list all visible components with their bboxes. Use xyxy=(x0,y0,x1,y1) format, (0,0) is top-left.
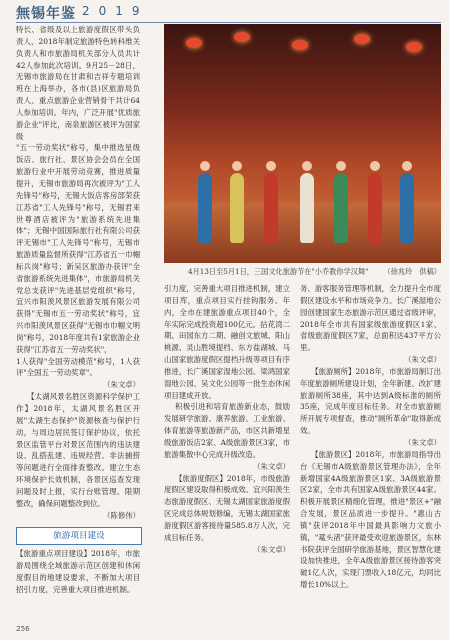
dancer-figure xyxy=(264,173,278,243)
lantern-icon xyxy=(406,42,422,52)
lantern-icon xyxy=(354,34,370,44)
lantern-icon xyxy=(292,40,308,50)
paragraph: 积极引进和培育旅游新业态，鼓励发展研学旅游、康养旅游、工业旅游、体育旅游等旅游新产品，市区共新增星级旅游饭店2家、A级旅游景区3家，市旅游集散中心完成升级改造。 xyxy=(164,402,290,459)
page-header xyxy=(0,0,449,22)
source-note: （朱文卓） xyxy=(404,355,441,365)
source-note: （陈修伟） xyxy=(103,510,140,520)
section-heading: 旅游项目建设 xyxy=(16,527,142,545)
source-note: （朱文卓） xyxy=(103,380,140,390)
paragraph: 1人获得"全国劳动模范"称号，1人获评"全国五一劳动奖章"。 xyxy=(16,356,140,378)
dancer-figure xyxy=(198,173,212,243)
paragraph: 务、游客服务管理等机制，全力提升全市度假区建设水平和市场竞争力。长广溪湿地公园创建国家生态旅游示范区通过省级评审，2018年全市共有国家级旅游度假区1家、省级旅游度假区7家，总面积达437平方公里。 xyxy=(300,284,441,353)
dancer-figure xyxy=(368,173,382,243)
source-note: （朱文卓） xyxy=(404,437,441,447)
paragraph: 特长、省级及以上旅游度假区带头负责人，2018年制定旅游特色转科维关负责人和市旅游局机关部分人员共计42人参加此次培训。9月25－28日，无锡市旅游局在甘肃和吉祥专题培训班在上海举办，各市(县)区旅游局负责人、重点旅游企业营销骨干共计64人参加培训。年内，广泛开展"优质旅游企业"评比，南泉旅游区被评为国家级 xyxy=(16,25,140,141)
page-number: 256 xyxy=(16,624,30,633)
paragraph: 【旅游度假区】2018年，市级旅游度假区建设取得积极成效。宜兴阳羡生态旅游度假区、无锡太湖国家旅游度假区完成总体规划修编，无锡太湖国家旅游度假区游客接待量585.8万人次，完成目标任务。 xyxy=(164,473,290,542)
text-column-2 xyxy=(164,283,290,555)
lantern-icon xyxy=(234,32,250,42)
caption-text: 4月13日至5月1日，三国文化旅游节在"小乔教你学汉舞" xyxy=(188,267,369,276)
source-note: （朱文卓） xyxy=(253,461,290,471)
source-note: （朱文卓） xyxy=(253,544,290,554)
caption-credit: （徐兆玲 供稿） xyxy=(383,267,441,276)
dancer-figure xyxy=(300,173,314,243)
paragraph: 引力度，完善重大项目推进机制，建立项目库，重点项目实行挂钩服务。年内，全市在建旅游重点项目40个，全年实际完成投资超100亿元。拈花湾二期、田园东方二期、融创文旅城、阳山桃源、灵山胜境提档、东方盐湖城、马山国家旅游度假区提档升级等项目有序推进，长广溪国家湿地公园、梁鸿国家湿地公园、吴文化公园等一批生态休闲项目建成开放。 xyxy=(164,284,290,400)
yearbook-title: 無锡年鉴 xyxy=(16,6,76,22)
header-rule xyxy=(16,22,441,23)
paragraph: 【太湖风景名胜区资源科学保护工作】2018年，太湖风景名胜区开展"太湖生态保护"资源核查与保护行动，与周边居民签订保护协议，依托景区监管平台对景区范围内的违法建设、乱搭乱建、违规经营、非法捕捞等问题进行全面排查整改。建立生态环境保护长效机制，各景区巡查发现问题及时上报，实行台账管理、限期整改，确保问题整改到位。 xyxy=(16,392,140,508)
paragraph: "五一劳动奖状"称号，集中推选星级饭店、旅行社、景区协会会员在全国旅游行业中开展劳动竞赛，推进质量提升，无锡市旅游局再次被评为"工人先锋号"称号，无锡大饭店客房部荣获江苏省"工人先锋号"称号，无锡君来世尊酒店被评为"旅游系统先进集体"；无锡中国国际旅行社有限公司获评无锡市"工人先锋号"称号，无锡市旅游质量监督所获得"江苏省五一巾帼标兵岗"称号；新吴区旅游办获评"全省旅游系统先进集体"，市旅游局机关党总支获评"先进基层党组织"称号，宜兴市阳羡风景区旅游发展有限公司获得"无锡市五一劳动奖状"称号，宜兴市阳羡风景区获得"无锡市巾帼文明岗"称号，2018年度共有1家旅游企业获得"江苏省五一劳动奖状"， xyxy=(16,143,140,354)
paragraph: 【旅游厕所】2018年，市旅游局制订出年度旅游厕所建设计划，全年新建、改扩建旅游厕所38座，其中达到A级标准的厕所35座，完成年度目标任务。对全市旅游厕所开展专项督查，推动"厕所革命"取得新成效。 xyxy=(300,366,441,436)
dancer-figure xyxy=(400,173,414,243)
text-column-1 xyxy=(16,24,140,521)
paragraph: 【旅游重点项目建设】2018年，市旅游局围绕全域旅游示范区创建和休闲度假目的地建设要求，不断加大项目招引力度，完善重大项目推进机制。 xyxy=(16,549,140,594)
paragraph: 【旅游景区】2018年，市旅游局指导出台《无锡市A级旅游景区管理办法》，全年新增国家4A级旅游景区1家、3A级旅游景区2家，全市共有国家A级旅游景区44家。积极开展景区精细化管理，推进"景区+"融合发展，景区品质进一步提升。"惠山古镇"获评2018年中国最具影响力文旅小镇，"鼋头渚"获评最受欢迎旅游景区，东林书院获评全国研学旅游基地，景区智慧化建设加快推进，全年A级旅游景区接待游客突破1亿人次，实现门票收入18亿元，均同比增长10%以上。 xyxy=(300,449,441,590)
text-column-1-bottom xyxy=(16,548,140,595)
dancer-figure xyxy=(334,173,348,243)
text-column-3 xyxy=(300,283,441,591)
festival-photo xyxy=(164,24,441,263)
lantern-icon xyxy=(186,38,202,48)
yearbook-year: 2019 xyxy=(82,4,149,18)
dancer-figure xyxy=(230,173,244,243)
